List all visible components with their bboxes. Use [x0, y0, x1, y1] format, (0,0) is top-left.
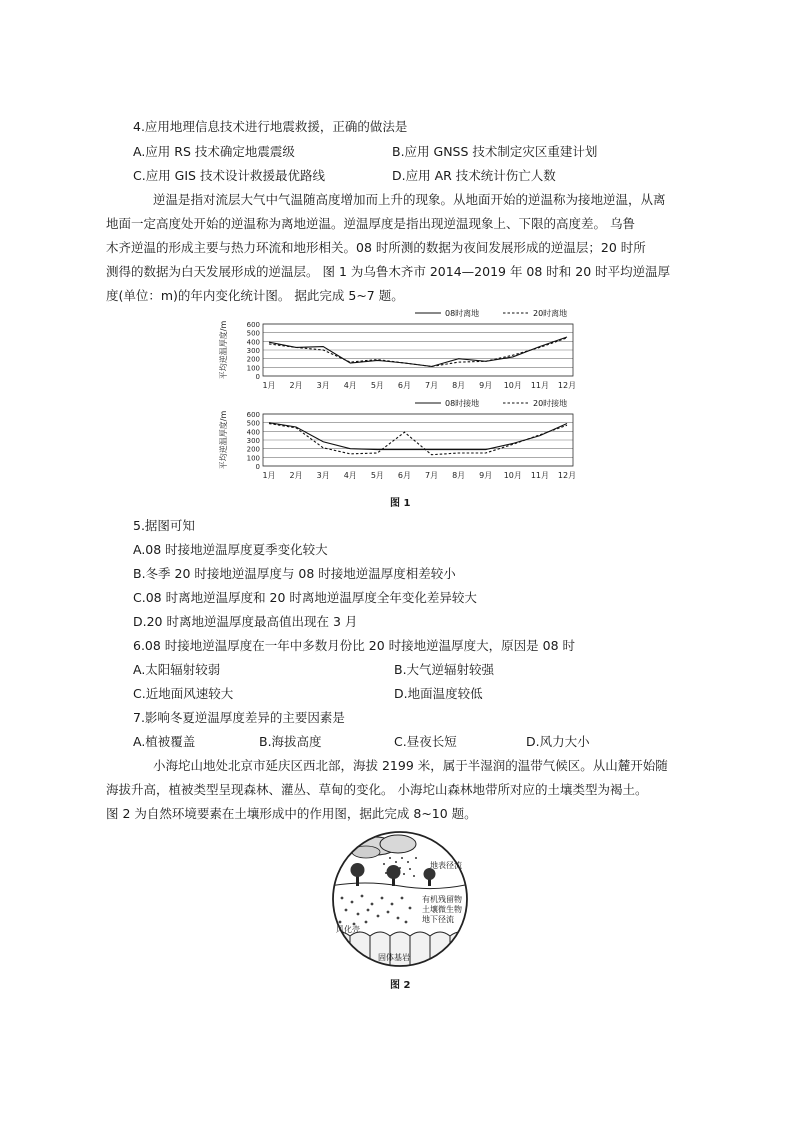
q6-stem: 6.08 时接地逆温厚度在一年中多数月份比 20 时接地逆温厚度大，原因是 08 时: [133, 638, 576, 653]
q6-option-c: C.近地面风速较大: [133, 686, 234, 701]
x-tick-label: 11月: [530, 471, 550, 480]
q5-stem: 5.据图可知: [133, 518, 195, 533]
y-tick-label: 500: [246, 329, 260, 338]
x-tick-label: 4月: [343, 381, 357, 390]
q6-option-b: B.大气逆辐射较强: [394, 662, 495, 677]
x-tick-label: 3月: [316, 471, 330, 480]
label-weathering-crust: 风化壳: [336, 925, 360, 934]
q6-option-a: A.太阳辐射较弱: [133, 662, 221, 677]
x-tick-label: 3月: [316, 381, 330, 390]
figure1-caption: 图 1: [390, 498, 411, 509]
q5-option-d: D.20 时离地逆温厚度最高值出现在 3 月: [133, 614, 358, 629]
x-tick-label: 6月: [397, 471, 412, 480]
figure2-caption: 图 2: [390, 980, 411, 991]
q7-stem: 7.影响冬夏逆温厚度差异的主要因素是: [133, 710, 345, 725]
passage2-line-3: 图 2 为自然环境要素在土壤形成中的作用图，据此完成 8~10 题。: [106, 806, 477, 821]
label-surface-runoff: 地表径流: [430, 861, 462, 870]
q7-option-c: C.昼夜长短: [394, 734, 457, 749]
passage2-line-1: 小海坨山地处北京市延庆区西北部，海拔 2199 米，属于半湿润的温带气候区。从山麓开始随: [153, 758, 668, 773]
y-tick-label: 300: [246, 437, 260, 445]
series-line-1-2: [269, 338, 567, 367]
passage1-line-4: 测得的数据为白天发展形成的逆温层。 图 1 为乌鲁木齐市 2014—2019 年 08 时和 20 时平均逆温厚: [106, 264, 671, 279]
y-tick-label: 100: [246, 454, 260, 463]
x-tick-label: 5月: [370, 471, 384, 480]
legend-label: 08时接地: [445, 399, 480, 408]
q4-stem: 4.应用地理信息技术进行地震救援，正确的做法是: [133, 119, 408, 134]
q7-option-d: D.风力大小: [526, 734, 590, 749]
q4-option-a: A.应用 RS 技术确定地震震级: [133, 144, 295, 159]
x-tick-label: 1月: [262, 471, 276, 480]
q7-option-b: B.海拔高度: [259, 734, 322, 749]
q5-option-b: B.冬季 20 时接地逆温厚度与 08 时接地逆温厚度相差较小: [133, 566, 456, 581]
q5-option-a: A.08 时接地逆温厚度夏季变化较大: [133, 542, 328, 557]
q5-option-c: C.08 时离地逆温厚度和 20 时离地逆温厚度全年变化差异较大: [133, 590, 477, 605]
x-tick-label: 1月: [262, 381, 276, 390]
y-tick-label: 0: [255, 463, 260, 471]
chart-ground: [218, 398, 576, 480]
q6-option-d: D.地面温度较低: [394, 686, 483, 701]
series-line-2-1: [269, 423, 567, 450]
label-soil-microbe: 土壤微生物: [422, 905, 462, 914]
y-axis-label: 平均逆温厚度/m: [219, 320, 228, 380]
legend-label: 20时接地: [533, 399, 568, 408]
x-tick-label: 4月: [343, 471, 357, 480]
x-tick-label: 8月: [452, 381, 466, 390]
passage1-line-2: 地面一定高度处开始的逆温称为离地逆温。逆温厚度是指出现逆温现象上、下限的高度差。 乌鲁: [106, 216, 635, 231]
bedrock-layer: [330, 932, 470, 970]
y-tick-label: 100: [246, 364, 260, 373]
figure2-soil-diagram: [330, 828, 470, 970]
passage1-line-1: 逆温是指对流层大气中气温随高度增加而上升的现象。从地面开始的逆温称为接地逆温，从离: [153, 192, 666, 207]
x-tick-label: 10月: [503, 471, 522, 480]
x-tick-label: 7月: [424, 381, 439, 390]
x-tick-label: 7月: [424, 471, 439, 480]
cloud-icon: [352, 835, 416, 858]
passage2-line-2: 海拔升高，植被类型呈现森林、灌丛、草甸的变化。 小海坨山森林地带所对应的土壤类型为褐土。: [106, 782, 648, 797]
y-tick-label: 200: [246, 355, 260, 364]
x-tick-label: 12月: [557, 381, 577, 390]
passage1-line-3: 木齐逆温的形成主要与热力环流和地形相关。08 时所测的数据为夜间发展形成的逆温层；20 时所: [106, 240, 646, 255]
label-bedrock: 固体基岩: [378, 953, 410, 962]
y-tick-label: 600: [246, 411, 260, 419]
x-tick-label: 6月: [397, 381, 412, 390]
q4-option-d: D.应用 AR 技术统计伤亡人数: [392, 168, 556, 183]
x-tick-label: 2月: [289, 471, 303, 480]
q4-option-b: B.应用 GNSS 技术制定灾区重建计划: [392, 144, 598, 159]
label-organic-residue: 有机残留物: [422, 895, 462, 904]
figure1-charts: [215, 308, 585, 488]
y-tick-label: 300: [246, 347, 260, 355]
y-axis-label: 平均逆温厚度/m: [219, 410, 228, 470]
q4-option-c: C.应用 GIS 技术设计救援最优路线: [133, 168, 325, 183]
y-tick-label: 400: [246, 428, 260, 437]
y-tick-label: 500: [246, 419, 260, 428]
legend-label: 08时离地: [445, 309, 480, 318]
x-tick-label: 2月: [289, 381, 303, 390]
passage1-line-5: 度(单位：m)的年内变化统计图。 据此完成 5~7 题。: [106, 288, 404, 303]
y-tick-label: 0: [255, 373, 260, 381]
x-tick-label: 11月: [530, 381, 550, 390]
x-tick-label: 9月: [479, 381, 493, 390]
chart-off-ground: [218, 308, 576, 390]
x-tick-label: 9月: [479, 471, 493, 480]
x-tick-label: 5月: [370, 381, 384, 390]
x-tick-label: 8月: [452, 471, 466, 480]
y-tick-label: 400: [246, 338, 260, 347]
q7-option-a: A.植被覆盖: [133, 734, 196, 749]
y-tick-label: 600: [246, 321, 260, 329]
x-tick-label: 10月: [503, 381, 522, 390]
legend-label: 20时离地: [533, 309, 568, 318]
x-tick-label: 12月: [557, 471, 577, 480]
label-underground-runoff: 地下径流: [422, 915, 454, 924]
y-tick-label: 200: [246, 445, 260, 454]
